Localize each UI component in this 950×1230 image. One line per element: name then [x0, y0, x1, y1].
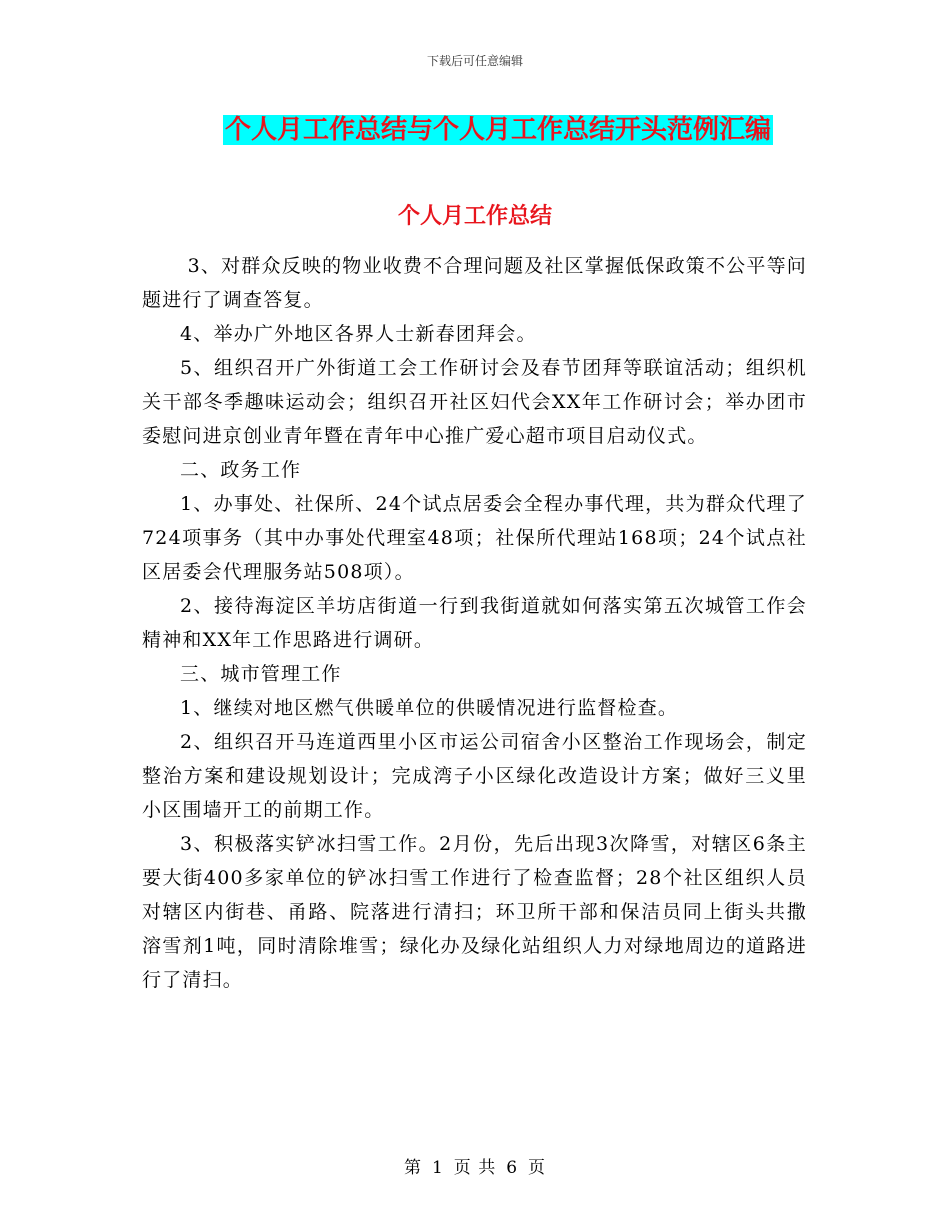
- paragraph: 3、对群众反映的物业收费不合理问题及社区掌握低保政策不公平等问题进行了调查答复。: [142, 255, 807, 311]
- paragraph: 2、组织召开马连道西里小区市运公司宿舍小区整治工作现场会，制定整治方案和建设规划设计；完成湾子小区绿化改造设计方案；做好三义里小区围墙开工的前期工作。: [142, 731, 807, 821]
- paragraph: 1、继续对地区燃气供暖单位的供暖情况进行监督检查。: [180, 697, 679, 719]
- paragraph: 1、办事处、社保所、24个试点居委会全程办事代理，共为群众代理了724项事务（其中办事处代理室48项；社保所代理站168项；24个试点社区居委会代理服务站508项）。: [142, 493, 807, 583]
- paragraph: 4、举办广外地区各界人士新春团拜会。: [180, 323, 537, 345]
- section-title: 个人月工作总结: [397, 203, 552, 229]
- header-note: 下载后可任意编辑: [426, 54, 523, 68]
- footer-suffix: 页: [528, 1158, 547, 1178]
- current-page-number: 1: [431, 1158, 444, 1178]
- paragraph: 3、积极落实铲冰扫雪工作。2月份，先后出现3次降雪，对辖区6条主要大街400多家单位的铲冰扫雪工作进行了检查监督；28个社区组织人员对辖区内街巷、甬路、院落进行清扫；环卫所干部和保洁员同上街头共撒溶雪剂1吨，同时清除堆雪；绿化办及绿化站组织人力对绿地周边的道路进行了清扫。: [142, 833, 807, 991]
- page-footer: [0, 1153, 950, 1178]
- footer-middle: 页 共: [453, 1158, 497, 1178]
- document-title: [0, 112, 950, 148]
- total-pages-number: 6: [506, 1158, 519, 1178]
- document-body: [142, 249, 807, 997]
- paragraph: 5、组织召开广外街道工会工作研讨会及春节团拜等联谊活动；组织机关干部冬季趣味运动会；组织召开社区妇代会XX年工作研讨会；举办团市委慰问进京创业青年暨在青年中心推广爱心超市项目启动仪式。: [142, 357, 807, 447]
- footer-prefix: 第: [403, 1158, 422, 1178]
- section-heading: 二、政务工作: [180, 459, 302, 481]
- document-title-text: 个人月工作总结与个人月工作总结开头范例汇编: [224, 115, 771, 145]
- section-heading: 三、城市管理工作: [180, 663, 342, 685]
- paragraph: 2、接待海淀区羊坊店街道一行到我街道就如何落实第五次城管工作会精神和XX年工作思路进行调研。: [142, 595, 807, 651]
